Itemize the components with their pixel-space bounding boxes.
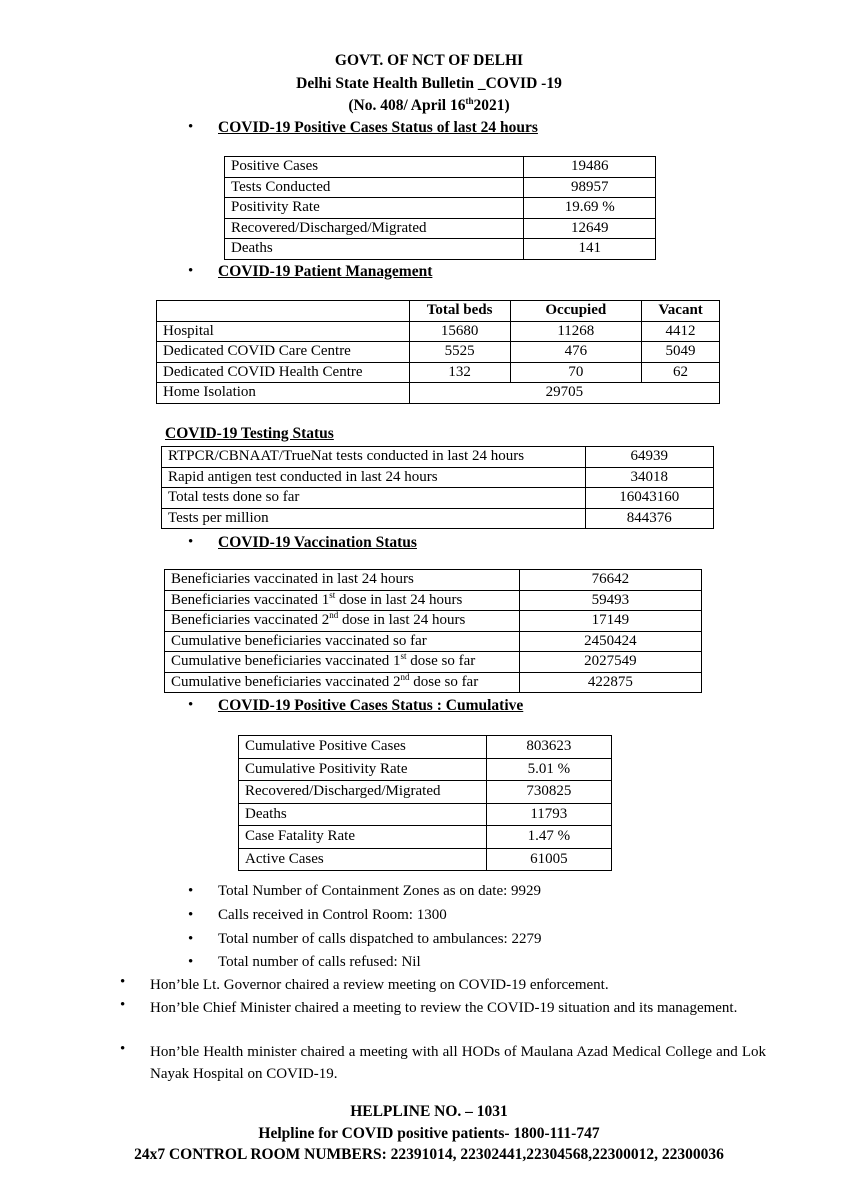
row-label: Tests per million [162,508,586,529]
bullet-icon: • [188,119,194,135]
bullet-icon: • [188,883,194,899]
row-value: 2027549 [519,652,701,673]
table-row [225,218,656,239]
table-row [165,652,702,673]
home-isolation-value: 29705 [409,383,719,404]
row-value: 141 [524,239,656,260]
section-title-vaccination: COVID-19 Vaccination Status [218,534,417,551]
table-cumulative-status [238,735,612,871]
row-value: 5.01 % [486,758,611,781]
row-label: Hospital [157,321,410,342]
row-label: RTPCR/CBNAAT/TrueNat tests conducted in last 24 hours [162,447,586,468]
table-row [165,631,702,652]
table-row [165,611,702,632]
table-row [225,198,656,219]
bullet-icon: • [120,974,126,990]
table-row [162,447,714,468]
helpline-number: HELPLINE NO. – 1031 [350,1103,508,1120]
row-value: 64939 [585,447,714,468]
row-value: 61005 [486,848,611,871]
section-title-24h: COVID-19 Positive Cases Status of last 24 hours [218,119,538,136]
list-item: Total Number of Containment Zones as on date: 9929 [218,883,542,899]
row-value: 1.47 % [486,826,611,849]
bullet-icon: • [120,997,126,1013]
bullet-icon: • [188,907,194,923]
row-value: 98957 [524,177,656,198]
control-room-numbers: 24x7 CONTROL ROOM NUMBERS: 22391014, 22302441,22304568,22300012, 22300036 [134,1146,724,1163]
column-header: Total beds [409,301,510,322]
bullet-icon: • [188,954,194,970]
row-value: 730825 [486,781,611,804]
row-label: Cumulative beneficiaries vaccinated so far [165,631,520,652]
table-row [157,362,720,383]
doc-title-bulletin: Delhi State Health Bulletin _COVID -19 [296,75,562,92]
table-row [239,803,612,826]
column-header: Occupied [510,301,642,322]
header-blank-cell [157,301,410,322]
doc-title-number: (No. 408/ April 16th2021) [348,95,510,114]
row-label: Beneficiaries vaccinated 1st dose in last 24 hours [165,590,520,611]
row-label: Cumulative Positive Cases [239,736,487,759]
table-24h-status [224,156,656,260]
row-label: Deaths [225,239,524,260]
row-label: Deaths [239,803,487,826]
row-label: Case Fatality Rate [239,826,487,849]
total-beds-value: 5525 [409,342,510,363]
row-label: Tests Conducted [225,177,524,198]
row-value: 844376 [585,508,714,529]
table-row [165,570,702,591]
row-value: 2450424 [519,631,701,652]
table-header-row [157,301,720,322]
occupied-value: 476 [510,342,642,363]
row-label: Recovered/Discharged/Migrated [225,218,524,239]
row-value: 12649 [524,218,656,239]
table-row [225,239,656,260]
vacant-value: 5049 [642,342,720,363]
list-item: Total number of calls dispatched to ambulances: 2279 [218,931,542,947]
row-label: Dedicated COVID Care Centre [157,342,410,363]
vacant-value: 62 [642,362,720,383]
table-row [162,488,714,509]
row-value: 19.69 % [524,198,656,219]
table-row [165,672,702,693]
table-row [239,826,612,849]
list-item: Total number of calls refused: Nil [218,954,421,970]
section-title-cumulative: COVID-19 Positive Cases Status : Cumulative [218,697,524,714]
bullet-icon: • [120,1041,126,1057]
table-row [239,848,612,871]
row-label: Home Isolation [157,383,410,404]
row-value: 34018 [585,467,714,488]
note-item: Hon’ble Health minister chaired a meeting with all HODs of Maulana Azad Medical College and Lok Nayak Hospital on COVID-19. [150,1044,766,1082]
doc-title-govt: GOVT. OF NCT OF DELHI [334,52,524,69]
total-beds-value: 132 [409,362,510,383]
row-value: 16043160 [585,488,714,509]
bullet-icon: • [188,931,194,947]
table-testing-status [161,446,714,529]
section-title-patient-mgmt: COVID-19 Patient Management [218,263,433,280]
list-item: Calls received in Control Room: 1300 [218,907,447,923]
row-label: Active Cases [239,848,487,871]
row-value: 19486 [524,157,656,178]
table-row [157,342,720,363]
row-label: Cumulative Positivity Rate [239,758,487,781]
table-row [157,383,720,404]
note-item: Hon’ble Chief Minister chaired a meeting to review the COVID-19 situation and its management. [150,1000,738,1016]
bullet-icon: • [188,534,194,550]
occupied-value: 70 [510,362,642,383]
section-title-testing: COVID-19 Testing Status [165,425,334,442]
row-value: 11793 [486,803,611,826]
table-row [225,157,656,178]
table-row [239,758,612,781]
row-label: Positivity Rate [225,198,524,219]
row-value: 17149 [519,611,701,632]
table-row [162,467,714,488]
bullet-icon: • [188,697,194,713]
row-label: Beneficiaries vaccinated 2nd dose in last 24 hours [165,611,520,632]
row-label: Recovered/Discharged/Migrated [239,781,487,804]
table-row [165,590,702,611]
occupied-value: 11268 [510,321,642,342]
row-label: Total tests done so far [162,488,586,509]
row-label: Beneficiaries vaccinated in last 24 hours [165,570,520,591]
table-vaccination-status [164,569,702,693]
covid-helpline: Helpline for COVID positive patients- 1800-111-747 [258,1125,600,1142]
row-value: 59493 [519,590,701,611]
table-row [157,321,720,342]
table-row [239,781,612,804]
total-beds-value: 15680 [409,321,510,342]
note-item: Hon’ble Lt. Governor chaired a review meeting on COVID-19 enforcement. [150,977,609,993]
vacant-value: 4412 [642,321,720,342]
bullet-icon: • [188,263,194,279]
row-label: Rapid antigen test conducted in last 24 hours [162,467,586,488]
table-row [162,508,714,529]
row-value: 422875 [519,672,701,693]
row-label: Positive Cases [225,157,524,178]
row-label: Dedicated COVID Health Centre [157,362,410,383]
row-value: 803623 [486,736,611,759]
table-row [239,736,612,759]
row-label: Cumulative beneficiaries vaccinated 1st dose so far [165,652,520,673]
row-label: Cumulative beneficiaries vaccinated 2nd dose so far [165,672,520,693]
table-patient-management [156,300,720,404]
row-value: 76642 [519,570,701,591]
table-row [225,177,656,198]
column-header: Vacant [642,301,720,322]
